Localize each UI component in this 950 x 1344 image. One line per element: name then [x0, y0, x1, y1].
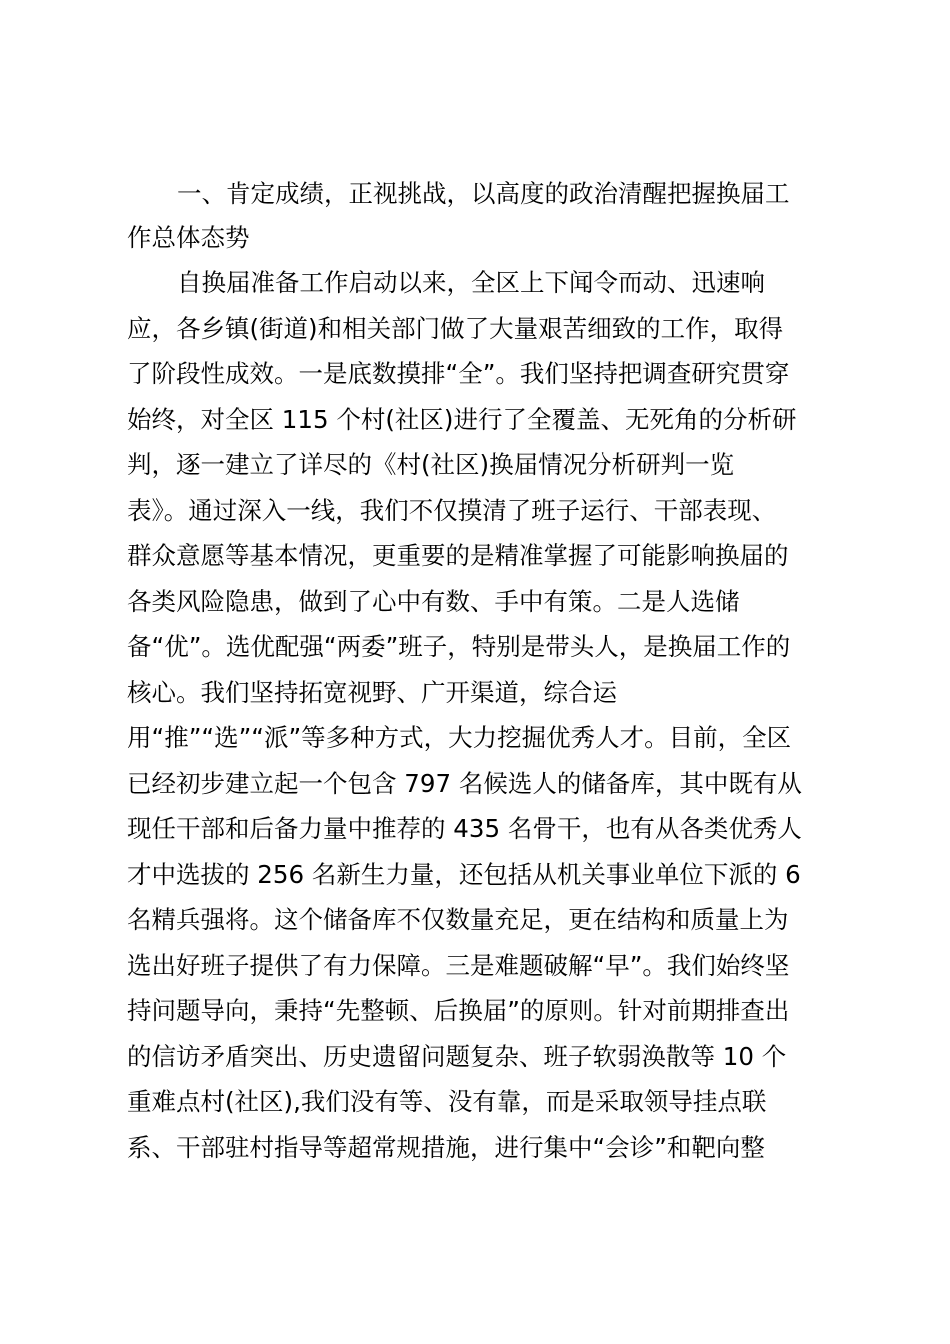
paragraph-line: 已经初步建立起一个包含 797 名候选人的储备库，其中既有从	[127, 768, 802, 798]
section-heading-line-2: 作总体态势	[127, 223, 250, 252]
paragraph-line: 用“推”“选”“派”等多种方式，大力挖掘优秀人才。目前，全区	[127, 723, 792, 752]
section-heading-line-1: 一、肯定成绩，正视挑战，以高度的政治清醒把握换届工	[177, 179, 790, 208]
paragraph-line: 自换届准备工作启动以来，全区上下闻令而动、迅速响	[177, 268, 765, 297]
paragraph-line: 判，逐一建立了详尽的《村(社区)换届情况分析研判一览	[127, 450, 735, 479]
paragraph-line: 应，各乡镇(街道)和相关部门做了大量艰苦细致的工作，取得	[127, 313, 784, 343]
paragraph-line: 重难点村(社区),我们没有等、没有靠，而是采取领导挂点联	[127, 1087, 767, 1116]
paragraph-line: 持问题导向，秉持“先整顿、后换届”的原则。针对前期排查出	[127, 996, 790, 1025]
paragraph-line: 系、干部驻村指导等超常规措施，进行集中“会诊”和靶向整	[127, 1132, 765, 1162]
paragraph-line: 了阶段性成效。一是底数摸排“全”。我们坚持把调查研究贯穿	[127, 359, 790, 388]
paragraph-line: 的信访矛盾突出、历史遗留问题复杂、班子软弱涣散等 10 个	[127, 1041, 787, 1071]
paragraph-line: 现任干部和后备力量中推荐的 435 名骨干，也有从各类优秀人	[127, 814, 802, 843]
paragraph-line: 名精兵强将。这个储备库不仅数量充足，更在结构和质量上为	[127, 905, 789, 934]
paragraph-line: 备“优”。选优配强“两委”班子，特别是带头人，是换届工作的	[127, 632, 791, 661]
paragraph-line: 核心。我们坚持拓宽视野、广开渠道，综合运	[127, 677, 617, 707]
paragraph-line: 各类风险隐患，做到了心中有数、手中有策。二是人选储	[127, 586, 740, 616]
paragraph-line: 表》。通过深入一线，我们不仅摸清了班子运行、干部表现、	[127, 495, 777, 525]
paragraph-line: 始终，对全区 115 个村(社区)进行了全覆盖、无死角的分析研	[127, 404, 797, 434]
paragraph-line: 才中选拔的 256 名新生力量，还包括从机关事业单位下派的 6	[127, 859, 801, 889]
paragraph-line: 选出好班子提供了有力保障。三是难题破解“早”。我们始终坚	[127, 950, 790, 980]
document-body	[127, 172, 837, 1170]
paragraph-line: 群众意愿等基本情况，更重要的是精准掌握了可能影响换届的	[127, 541, 789, 570]
